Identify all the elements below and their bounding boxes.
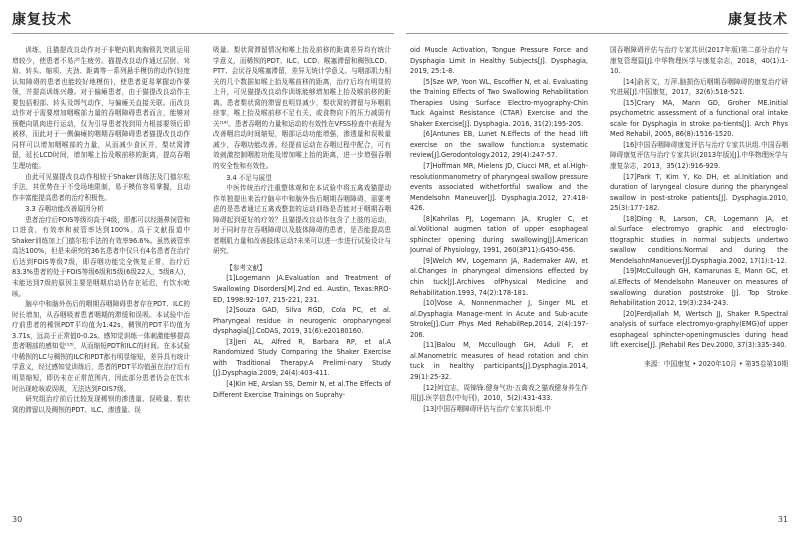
page-number-left: 30 <box>12 515 23 524</box>
reference-item: [9]Welch MV, Logemann JA, Rademaker AW, et al.Changes in pharyngeal dimensions effected by chin tuck[J].Archives ofPhysical Medicine and Rehabilitation.1993, 74(2):178-181. <box>410 256 588 297</box>
text-column-1 <box>12 45 190 513</box>
text-column-4 <box>610 45 788 513</box>
reference-item: [18]Ding R, Larson, CR, Logemann JA, et al.Surface electromyo graphic and electroglo-ttographic studies in normal subjects undertwo swallow conditions:Normal and during the MendelsohnManuever[J].Dysphagia.2002, 17(1):1-12. <box>610 214 788 265</box>
reference-item: [10]Vose A, Nonnenmacher J, Singer ML et al.Dysphagia Manage-ment in Acute and Sub-acute Stroke[J].Curr Phys Med RehabilRep.2014, 2(4):197-206. <box>410 299 588 339</box>
header-title-right: 康复技术 <box>728 12 788 28</box>
reference-item: oid Muscle Activation, Tongue Pressure Force and Dysphagia Limit in Healthy Subjects[J]. Dysphagia, 2019, 25:1-8. <box>410 46 588 76</box>
reference-item: 国吞咽障碍评估与治疗专家共识(2017年版)第二部分治疗与康复管理篇[J].中华物理医学与康复杂志，2018，40(1):1-10. <box>610 46 788 76</box>
paragraph: 吸量、梨状窝滞留情况和喉上抬及前移的距离差异均有统计学意义，而稀钡的PDT、ILC、LCD、喉塞滞留和稠钡LCD、PTT、会厌谷及喉塞滞留，差异无统计学意义。与咽部肌力相关的几个数据如喉上抬及喉前移的距离，治疗后均有明显的上升，可见猫提改良动作训练能够增加喉上抬及喉前移的距离。患者梨状窝的滞留也明显减少，梨状窝的滞留与环咽肌痉挛，喉上抬及喉前移不足有关，或食物向下的压力减弱有关⁽¹⁴⁾。患者吞咽的力量和运动的有效性在VFSS检查中表现为改善咽启动时间缩短，咽部运动功能增强，渗透量和误吸量减少，吞咽功能改善。经提前运动在吞咽过程中配合，可有效刺激控制咽腔功能及增加喉上抬的距离，进一步增强吞咽的安全性和有效性。 <box>213 46 391 171</box>
reference-item: [5]Sze WP, Yoon WL, Escoffier N, et al. Evaluating the Training Effects of Two Swallowing Rehabilitation Therapies Using Surface Electro-myography-Chin Tuck Against Resistance (CTAR) Exercise and the Shaker Exercise[J]. Dysphagia. 2016, 31(2):195-205. <box>410 77 588 128</box>
reference-item: [12]何宜志，周锦锋.健身气功·五禽戏之猫戏健身养生作用[J].医学信息(中旬刊)，2010，5(2):431-433. <box>410 383 588 403</box>
text-column-3 <box>410 45 588 513</box>
page-number-right: 31 <box>777 515 788 524</box>
reference-item: [17]Park T, Kim Y, Ko DH, et al.Initiation and duration of laryngeal closure during the pharyngeal swallow in post-stroke patients[J]. Dysphagia.2010, 25(3):177-182. <box>610 172 788 213</box>
paragraph: 脑卒中和脑外伤后的咽期吞咽障碍患者存在PDT、ILC的时长增加，从吞咽吸着患者咽期的滞缓和误吸。本试验中治疗前患者的稀钡PDT平均值为1.42s，稠钡的PDT平均值为3.71s，远高于正常值0-0.2s。感知觉训练一体刺激能够提高患者咽部的感知觉⁽¹³⁾，从而缩短PDT和ILC的时间。在本试验中稀钡的LC与稠钡的ILC和PDT都有明显缩短，差异具有统计学意义，经过感知觉训练后，患者的PDT平均值虽在治疗后有明显缩短，即仍未在正常范围内，因此部分患者仍会在饮水时出现呛咳或误吸，无法达到FOIS7级。 <box>12 300 190 393</box>
paragraph: 训练，且猫提改良动作对于非靶向肌肉胸锁乳突肌运用增较少，使患者不易产生疲劳。猫提改良动作通过层肘、耸肩、转头、缩项、夫劲、距离等一系列悬手模仿的动作(轻度认知障碍的患者也能较好地模仿)，使患者更易掌握动作要领，并提高训练兴趣。对于偏瘫患者，由于猫提改良动作主要包括根部、转头及绑气动作，与偏瘫关直接关联。而改良动作对于需要增加咽喉部力量的吞咽障碍患者而言，能够对预靶向肌肉进行运动，仅为引导患者找到用力根部要领后即被移，而此对于一侧偏瘫的咽期吞咽障碍患者猫提改良动作同样可以增加咽喉部的力量，从而减少食区并，梨状窝滞留，延长LCD时间，增加喉上抬及喉前移的距离，提高吞咽生理功能。 <box>12 46 190 171</box>
header-rule-right <box>406 33 788 34</box>
reference-item: [14]俞茗文，万萍.脑损伤后咽期吞咽障碍的康复治疗研究进展[J].中国康复，2017，32(6):518-521. <box>610 77 788 97</box>
header-rule-left <box>12 33 394 34</box>
reference-item: [7]Hoffman MR, Mielens JD, Ciucci MR, et al.High-resolutionmanometry of pharyngeal swallow pressure events associated withetfortful swallow and the Mendelsohn Maneuver[J]. Dysphagia.2012, 27:418-426. <box>410 162 588 213</box>
reference-item: [11]Balou M, Mccullough GH, Aduli F, et al.Manometric measures of head rotation and chin tuck in healthy participants[J].Dysphagia.2014, 29(1):25-32. <box>410 341 588 381</box>
reference-item: [15]Crary MA, Mann GD, Groher ME.Initial psychometric assessment of a functional oral intake scale for Dysphagia in stroke pa-tients[J]. Arch Phys Med Rehabil, 2005, 86(8):1516-1520. <box>610 98 788 139</box>
paragraph: 研究组治疗前后比较发现稀钡的渗透量、误吸量、梨状窝的滞留以及稠钡的PDT、ILC、渗透量、误 <box>12 395 190 414</box>
paragraph: 由此可见猫提改良动作相较于Shaker训练法及门德尔松手法，其优势在于不受场地限制，易于模仿容易掌握，且动作丰富能提高患者的治疗积极性。 <box>12 172 190 202</box>
reference-item: [16]中国吞咽障碍康复评估与治疗专家共识组.中国吞咽障碍康复评估与治疗专家共识(2013年版)[J].中华物理医学与康复杂志，2013，35(12):916-929. <box>610 140 788 171</box>
reference-item: [1]Logemann JA.Evaluation and Treatment of Swallowing Disorders[M].2nd ed. Austin, Texas:RRO-ED, 1998:92-107, 215-221, 231. <box>213 274 391 304</box>
section-heading: 3.4 不足与展望 <box>226 173 272 182</box>
header-title-left: 康复技术 <box>12 12 72 28</box>
reference-item: [4]Kin HE, Arslan SS, Demir N, et al.The Effects of Different Exercise Trainings on Suprahy- <box>213 379 391 399</box>
reference-item: [19]McCullough GH, Kamarunas E, Mann GC, et al.Effects of Mendelsohn Maneuver on measures of swallowing duration poststroke [J]. Top Stroke Rehabilitation 2012, 19(3):234-243. <box>610 267 788 308</box>
reference-item: [8]Kahrilas PJ, Logemann JA, Krugler C, et al.Volitional augmen tation of upper esophageal sphincter opening during swallowing[J].American Journal of Physiology, 1991, 260(3P11):G450-456. <box>410 214 588 255</box>
reference-item: [20]Ferdjallah M, Wertsch JJ, Shaker R.Spectral analysis of surface electromyo-graphy(EMG)of upper esophageal sphincter-openingmuscles during head lift exercise[J]. JRehabil Res Dev.2000, 37(3):335-340. <box>610 309 788 350</box>
source-note: 来源：中国康复 • 2020年10月 • 第35卷第10期 <box>644 359 788 368</box>
reference-item: [2]Souza GAD, Silva RGD, Cola PC, et al. Pharyngeal residue in neurogenic oropharyngeal dysphagia[J].CoDAS, 2019, 31(6):e20180160. <box>213 306 391 336</box>
paragraph: 中医传统治疗注重整体观和在本试验中将五禽戏猫提动作单独提出来治疗脑卒中和脑外伤后咽期吞咽障碍，需要考虑的是患者通过五禽戏整套的运动训练是否能对于咽期吞咽障碍起到更好的疗效？且猫提改良动作包含了上肢的运动，对于同时存在吞咽障碍以及肢体障碍的患者，是否能提高患者咽肌力量和改善肢体运动?未来可以进一步进行试验设计与研究。 <box>213 184 391 256</box>
paragraph: 患者治疗后FOIS等级均高于4级，即都可以经肠鼻饲管和口进食，有效率和被管率达到100%。高于文献报道中Shaker训练加上门德尔松手法的有效率96.6%。虽然被管率高达100%，但是未研究的36名患者中仅只有4名患者在治疗后达到FOIS等级7级，即吞咽功能完全恢复正常，治疗后83.3%患者的处于FOIS等级6级和5级(6级22人，5级8人)，未能达到7级的原因主要是咽期启动仍存在延迟，有饮水呛咳。 <box>12 215 190 298</box>
reference-item: [6]Antunes EB, Lunet N.Effects of the head lift exercise on the swallow function:a systematic review[J].Gerodontology.2012, 29(4):247-57. <box>410 130 588 160</box>
text-column-2 <box>213 45 391 513</box>
reference-item: [3]Jeri AL, Alfred R, Barbara RP, et al.A Randomized Study Comparing the Shaker Exercise with Traditional Therapy:A Prelimi-nary Study [J].Dysphagia.2009, 24(4):403-411. <box>213 337 391 378</box>
section-heading: 3.3 吞咽功能改善原因分析 <box>25 205 104 214</box>
reference-item: [13]中国吞咽障碍评估与治疗专家共识组.中 <box>423 404 551 413</box>
references-heading: 【参考文献】 <box>226 263 266 272</box>
